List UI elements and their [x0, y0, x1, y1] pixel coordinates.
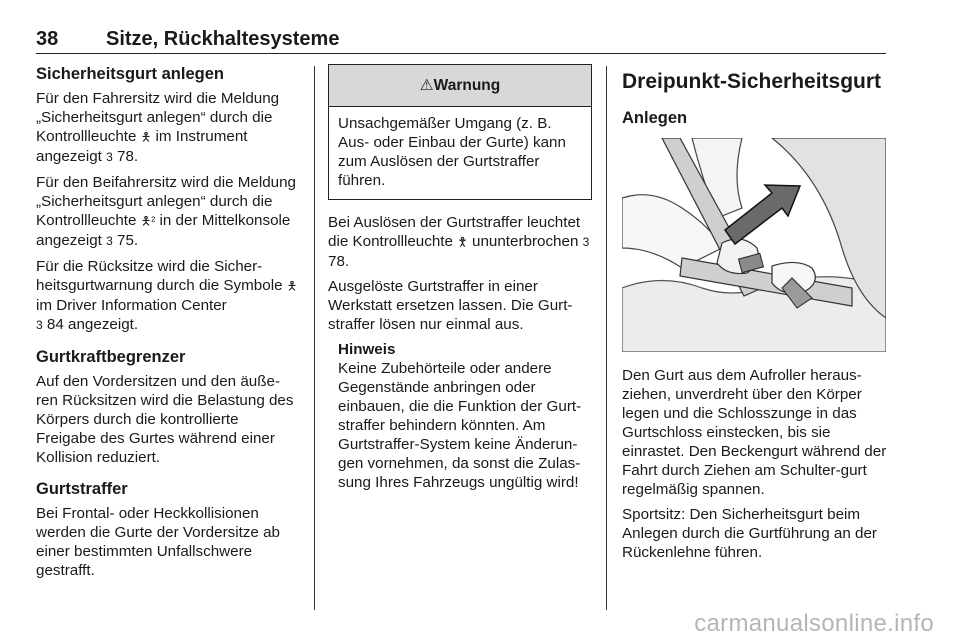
paragraph-rear-seats: Für die Rücksitze wird die Sicher-heitsgurtwarnung durch die Symbole 🯅 im Driver Information Center 3 84 angezeigt.	[36, 258, 298, 333]
note-text: Keine Zubehörteile oder andere Gegenstände anbringen oder einbauen, die die Funktion der Gurt-straffer behindern könnten. Am Gurtstraffer-System keine Änderun-gen vornehmen, da sonst die Zulas-sung Ihres Fahrzeugs ungültig wird!	[338, 360, 582, 491]
paragraph-sport-seat: Sportsitz: Den Sicherheitsgurt beim Anlegen durch die Gurtführung an der Rückenlehne führen.	[622, 506, 877, 561]
seatbelt-passenger-icon: 🯅²	[140, 214, 156, 228]
heading-fasten: Anlegen	[622, 109, 688, 127]
watermark: carmanualsonline.info	[694, 610, 934, 637]
page-ref-icon: 3	[36, 318, 43, 332]
page-number: 38	[36, 28, 59, 50]
warning-icon: ⚠	[419, 77, 434, 94]
paragraph-fasten-instructions: Den Gurt aus dem Aufroller heraus-ziehen, unverdreht über den Körper legen und die Schlosszunge in das Gurtschloss einstecken, bis sie einrastet. Den Beckengurt während der Fahrt durch Ziehen am Schulter-gurt regelmäßig spannen.	[622, 367, 887, 498]
heading-three-point-belt: Dreipunkt-Sicherheitsgurt	[622, 70, 882, 93]
paragraph-pretensioner-replace: Ausgelöste Gurtstraffer in einer Werkstatt ersetzen lassen. Die Gurt-straffer lösen nur einmal aus.	[328, 278, 573, 333]
column-right	[622, 64, 888, 568]
warning-text: Unsachgemäßer Umgang (z. B. Aus- oder Einbau der Gurte) kann zum Auslösen der Gurtstraffer führen.	[338, 115, 566, 189]
note-heading: Hinweis	[338, 341, 396, 358]
paragraph-driver-seat: Für den Fahrersitz wird die Meldung „Sicherheitsgurt anlegen“ durch die Kontrollleuchte 🯅 im Instrument angezeigt 3 78.	[36, 90, 280, 165]
column-middle	[328, 64, 592, 492]
seatbelt-icon: 🯅	[286, 279, 298, 293]
note-box	[338, 340, 592, 492]
warning-box	[328, 64, 592, 200]
seatbelt-illustration	[622, 138, 886, 352]
heading-load-limiter: Gurtkraftbegrenzer	[36, 348, 186, 366]
column-left	[36, 64, 298, 586]
warning-header	[329, 65, 591, 107]
page-ref-link[interactable]: 78.	[328, 253, 350, 270]
heading-pretensioner: Gurtstraffer	[36, 480, 128, 498]
seatbelt-icon: 🯅	[140, 130, 152, 144]
warning-title: Warnung	[433, 77, 501, 94]
page-ref-icon: 3	[582, 235, 590, 249]
paragraph-passenger-seat: Für den Beifahrersitz wird die Meldung „Sicherheitsgurt anlegen“ durch die Kontrollleuchte 🯅² in der Mittelkonsole angezeigt 3 75.	[36, 174, 296, 249]
paragraph-pretensioner: Bei Frontal- oder Heckkollisionen werden die Gurte der Vordersitze ab einer bestimmten Unfallschwere gestrafft.	[36, 505, 280, 579]
page-title: Sitze, Rückhaltesysteme	[106, 28, 340, 50]
heading-seatbelt-fasten: Sicherheitsgurt anlegen	[36, 65, 224, 83]
page-header	[36, 27, 886, 54]
page-ref-link[interactable]: 78.	[117, 148, 139, 165]
column-divider	[314, 66, 315, 610]
page-ref-link[interactable]: 84 angezeigt.	[46, 316, 139, 333]
pretensioner-icon: 🯆	[457, 235, 468, 249]
paragraph-pretensioner-light: Bei Auslösen der Gurtstraffer leuchtet die Kontrollleuchte 🯆 ununterbrochen 3 78.	[328, 214, 590, 270]
page-ref-link[interactable]: 75.	[117, 232, 139, 249]
page-ref-icon: 3	[106, 234, 113, 248]
paragraph-load-limiter: Auf den Vordersitzen und den äuße-ren Rücksitzen wird die Belastung des Körpers durch die kontrollierte Freigabe des Gurtes während einer Kollision reduziert.	[36, 373, 294, 466]
column-divider	[606, 66, 607, 610]
page-ref-icon: 3	[106, 150, 113, 164]
